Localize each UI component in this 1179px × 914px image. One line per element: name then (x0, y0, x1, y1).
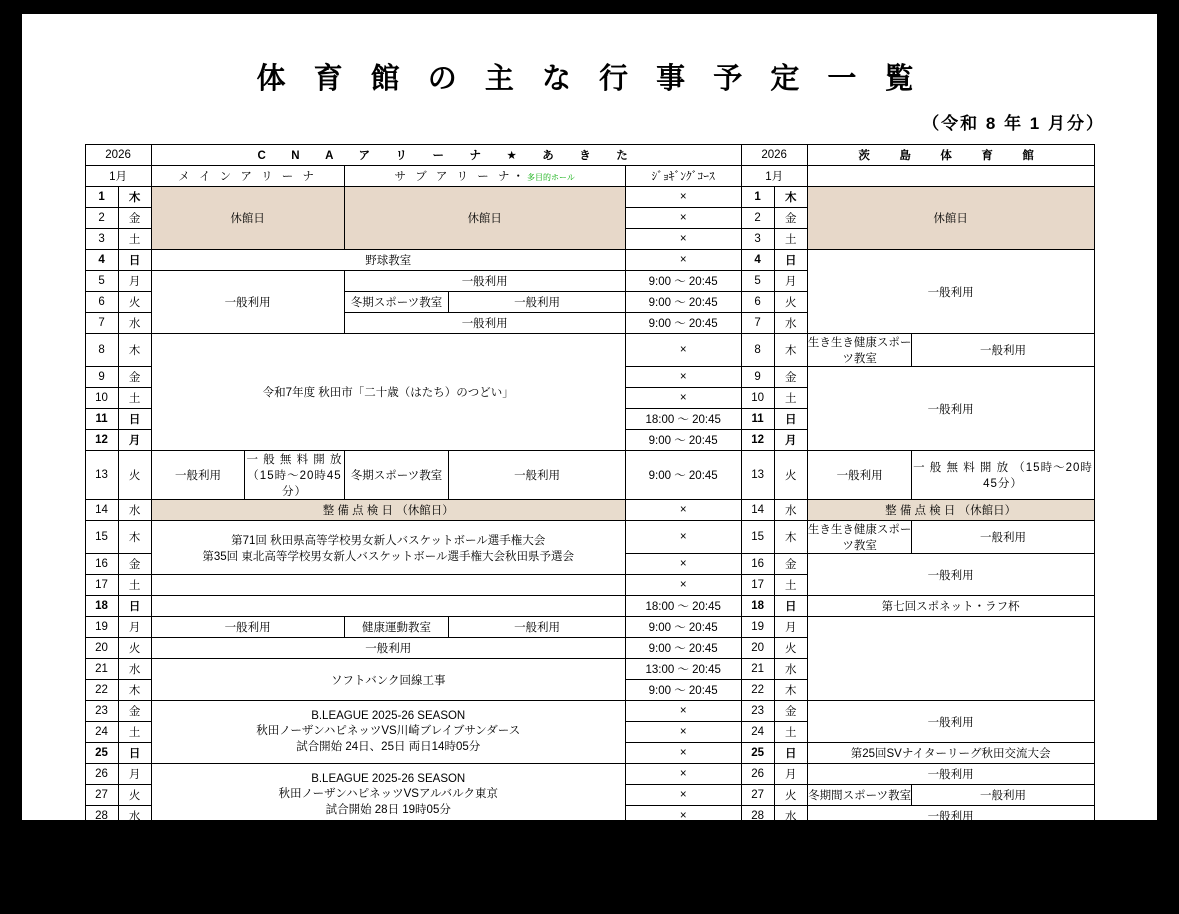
jogging-time: × (625, 187, 741, 208)
day-weekday-right: 金 (774, 701, 807, 722)
day-number-right: 11 (741, 409, 774, 430)
day-weekday-right: 木 (774, 680, 807, 701)
day-number: 8 (85, 334, 118, 367)
cna-event (151, 596, 625, 617)
day-weekday-right: 日 (774, 250, 807, 271)
day-weekday-right: 水 (774, 313, 807, 334)
ibashima-event-free-open: 一 般 無 料 開 放 （15時～20時45分） (912, 451, 1094, 500)
jogging-time: 9:00 ～ 20:45 (625, 430, 741, 451)
table-row (85, 334, 1094, 367)
day-weekday: 木 (118, 680, 151, 701)
cna-event-line2: 秋田ノーザンハピネッツVS川崎ブレイブサンダース (256, 725, 521, 737)
day-weekday: 水 (118, 313, 151, 334)
day-weekday-right: 火 (774, 451, 807, 500)
day-number: 25 (85, 743, 118, 764)
day-weekday: 水 (118, 659, 151, 680)
cna-event-line3: 試合開始 31日 14時05分 (325, 879, 451, 891)
day-weekday-right: 火 (774, 785, 807, 806)
day-weekday: 木 (118, 334, 151, 367)
cna-event-a: 一般利用 (151, 451, 245, 500)
cna-event-line2: 秋田ノーザンハピネッツVS大阪エヴェッサ (277, 863, 499, 875)
cna-event (151, 764, 625, 827)
cna-sub-event-a: 冬期スポーツ教室 (344, 451, 449, 500)
day-weekday: 金 (118, 860, 151, 881)
jogging-time: 9:00 ～ 20:45 (625, 617, 741, 638)
day-number-right: 22 (741, 680, 774, 701)
header-right-month: 1月 (741, 166, 807, 187)
table-row (85, 250, 1094, 271)
page-subtitle: （令和 8 年 1 月分） (922, 114, 1105, 133)
cna-sub-event-b: 一般利用 (449, 292, 625, 313)
day-number-right: 19 (741, 617, 774, 638)
day-number: 22 (85, 680, 118, 701)
cna-event-free-open: 一 般 無 料 開 放 （15時～20時45分） (245, 451, 344, 500)
day-weekday-right: 金 (774, 208, 807, 229)
day-weekday-right: 水 (774, 806, 807, 827)
cna-event: 整 備 点 検 日 （休館日） (151, 500, 625, 521)
jogging-time: × (625, 575, 741, 596)
day-weekday: 火 (118, 785, 151, 806)
ibashima-event: 休館日 (807, 187, 1094, 250)
day-weekday: 木 (118, 827, 151, 860)
day-weekday: 日 (118, 743, 151, 764)
day-number-right: 30 (741, 860, 774, 881)
table-row (85, 500, 1094, 521)
day-number: 17 (85, 575, 118, 596)
jogging-time: × (625, 250, 741, 271)
ibashima-event-b: 一般利用 (912, 521, 1094, 554)
cna-event: 一般利用 (151, 638, 625, 659)
jogging-time: × (625, 500, 741, 521)
day-number-right: 24 (741, 722, 774, 743)
day-weekday: 日 (118, 250, 151, 271)
day-weekday-right: 水 (774, 659, 807, 680)
day-number: 29 (85, 827, 118, 860)
jogging-time: 9:00 ～ 20:45 (625, 680, 741, 701)
day-number-right: 28 (741, 806, 774, 827)
day-weekday-right: 木 (774, 187, 807, 208)
day-weekday: 月 (118, 617, 151, 638)
ibashima-event-b: 一般利用 (912, 785, 1094, 806)
ibashima-event-b: 一般利用 (912, 827, 1094, 860)
day-number: 19 (85, 617, 118, 638)
day-number: 5 (85, 271, 118, 292)
day-number: 24 (85, 722, 118, 743)
day-weekday-right: 日 (774, 596, 807, 617)
day-weekday: 金 (118, 554, 151, 575)
day-weekday-right: 土 (774, 881, 807, 914)
cna-sub-event-a: 健康運動教室 (344, 617, 449, 638)
day-number-right: 10 (741, 388, 774, 409)
day-number-right: 4 (741, 250, 774, 271)
ibashima-event (807, 617, 1094, 701)
day-weekday-right: 月 (774, 271, 807, 292)
cna-event-line2: 第35回 東北高等学校男女新人バスケットボール選手権大会秋田県予選会 (202, 550, 575, 563)
jogging-time: 18:00 ～ 20:45 (625, 596, 741, 617)
ibashima-event-a: 生き生き健康スポーツ教室 (807, 521, 912, 554)
day-weekday-right: 日 (774, 743, 807, 764)
day-weekday-right: 土 (774, 388, 807, 409)
day-weekday: 火 (118, 292, 151, 313)
jogging-time: × (625, 722, 741, 743)
ibashima-event: 一般利用 (807, 367, 1094, 451)
jogging-time: × (625, 367, 741, 388)
day-number-right: 21 (741, 659, 774, 680)
day-weekday: 月 (118, 430, 151, 451)
header-sub-arena-sublabel: 多目的ホール (527, 173, 575, 182)
day-weekday: 金 (118, 208, 151, 229)
cna-event-line1: B.LEAGUE 2025-26 SEASON (311, 773, 466, 785)
day-weekday: 火 (118, 451, 151, 500)
day-number-right: 3 (741, 229, 774, 250)
ibashima-event: 第七回スポネット・ラフ杯 (807, 596, 1094, 617)
table-row (85, 596, 1094, 617)
day-number-right: 16 (741, 554, 774, 575)
cna-event: 一般利用 (151, 617, 344, 638)
day-number: 20 (85, 638, 118, 659)
ibashima-event-a: 一般利用 (807, 451, 912, 500)
ibashima-event-a: 生き生き健康スポーツ教室 (807, 827, 912, 860)
ibashima-event: 一般利用 (807, 806, 1094, 827)
day-number: 23 (85, 701, 118, 722)
day-number-right: 14 (741, 500, 774, 521)
jogging-time: × (625, 208, 741, 229)
day-number: 21 (85, 659, 118, 680)
header-main-arena: メ イ ン ア リ ー ナ (151, 166, 344, 187)
cna-event (151, 521, 625, 575)
day-number-right: 26 (741, 764, 774, 785)
day-number: 27 (85, 785, 118, 806)
jogging-time: 13:00 ～ 20:45 (625, 659, 741, 680)
day-number: 1 (85, 187, 118, 208)
day-number: 2 (85, 208, 118, 229)
table-row (85, 827, 1094, 860)
ibashima-event: 一般利用 (807, 764, 1094, 785)
jogging-time: 9:00 ～ 20:45 (625, 451, 741, 500)
day-weekday: 土 (118, 575, 151, 596)
jogging-time: × (625, 229, 741, 250)
day-number: 26 (85, 764, 118, 785)
cna-sub-event: 一般利用 (344, 271, 625, 292)
header-right-blank (807, 166, 1094, 187)
jogging-time: × (625, 701, 741, 722)
day-number: 28 (85, 806, 118, 827)
table-row (85, 617, 1094, 638)
day-number: 10 (85, 388, 118, 409)
day-number-right: 17 (741, 575, 774, 596)
day-weekday-right: 土 (774, 722, 807, 743)
day-number-right: 25 (741, 743, 774, 764)
cna-event-line2: 秋田ノーザンハピネッツVSアルバルク東京 (278, 788, 498, 800)
day-weekday: 月 (118, 764, 151, 785)
day-weekday: 木 (118, 521, 151, 554)
day-number-right: 29 (741, 827, 774, 860)
day-weekday: 土 (118, 881, 151, 914)
day-number-right: 20 (741, 638, 774, 659)
jogging-time: 9:00 ～ 20:45 (625, 292, 741, 313)
day-weekday-right: 金 (774, 860, 807, 881)
day-number: 6 (85, 292, 118, 313)
table-row (85, 451, 1094, 500)
day-weekday: 土 (118, 229, 151, 250)
day-number-right: 5 (741, 271, 774, 292)
cna-event-line3: 試合開始 24日、25日 両日14時05分 (296, 741, 481, 753)
day-number-right: 12 (741, 430, 774, 451)
cna-sub-event-b: 一般利用 (449, 451, 625, 500)
jogging-time: 9:00 ～ 20:45 (625, 313, 741, 334)
jogging-time: 9:00 ～ 20:45 (625, 638, 741, 659)
cna-event: 令和7年度 秋田市「二十歳（はたち）のつどい」 (151, 334, 625, 451)
table-subheader-row (85, 166, 1094, 187)
jogging-time: 9:00 ～ 20:45 (625, 271, 741, 292)
jogging-time: 18:00 ～ 20:45 (625, 409, 741, 430)
day-number: 31 (85, 881, 118, 914)
day-number-right: 8 (741, 334, 774, 367)
jogging-time: × (625, 827, 741, 860)
cna-sub-event: 一般利用 (344, 313, 625, 334)
jogging-time: × (625, 785, 741, 806)
header-sub-arena (344, 166, 625, 187)
day-number: 14 (85, 500, 118, 521)
day-number: 4 (85, 250, 118, 271)
cna-event-line1: B.LEAGUE 2025-26 SEASON (311, 710, 466, 722)
ibashima-event-a: 冬期間スポーツ教室 (807, 785, 912, 806)
day-weekday-right: 金 (774, 554, 807, 575)
day-number: 7 (85, 313, 118, 334)
header-right-year: 2026 (741, 145, 807, 166)
day-number-right: 23 (741, 701, 774, 722)
jogging-time: × (625, 881, 741, 914)
day-number-right: 13 (741, 451, 774, 500)
table-row (85, 764, 1094, 785)
ibashima-event: 一般利用 (807, 554, 1094, 596)
day-weekday-right: 土 (774, 575, 807, 596)
ibashima-event: 一般利用 (807, 860, 1094, 881)
cna-event: ソフトバンク回線工事 (151, 659, 625, 701)
day-weekday-right: 金 (774, 367, 807, 388)
day-weekday: 土 (118, 388, 151, 409)
jogging-time: × (625, 806, 741, 827)
day-number: 16 (85, 554, 118, 575)
header-jogging-course: ｼﾞｮｷﾞﾝｸﾞｺｰｽ (625, 166, 741, 187)
day-number: 11 (85, 409, 118, 430)
day-number-right: 31 (741, 881, 774, 914)
cna-sub-event: 休館日 (344, 187, 625, 250)
cna-event (151, 575, 625, 596)
day-weekday-right: 月 (774, 430, 807, 451)
jogging-time: × (625, 554, 741, 575)
day-number-right: 27 (741, 785, 774, 806)
cna-event-line1: 第71回 秋田県高等学校男女新人バスケットボール選手権大会 (231, 534, 546, 547)
document-page (22, 14, 1157, 912)
day-weekday: 月 (118, 271, 151, 292)
day-weekday-right: 日 (774, 409, 807, 430)
day-number-right: 1 (741, 187, 774, 208)
ibashima-event-b: 一般利用 (912, 334, 1094, 367)
day-weekday-right: 月 (774, 617, 807, 638)
schedule-table (85, 144, 1095, 914)
day-weekday-right: 水 (774, 500, 807, 521)
page-title: 体 育 館 の 主 な 行 事 予 定 一 覧 (256, 61, 923, 95)
day-weekday: 日 (118, 409, 151, 430)
day-number: 12 (85, 430, 118, 451)
table-header-row (85, 145, 1094, 166)
table-row (85, 187, 1094, 208)
day-weekday-right: 火 (774, 292, 807, 313)
cna-sub-event-a: 冬期スポーツ教室 (344, 292, 449, 313)
header-left-month: 1月 (85, 166, 151, 187)
day-number-right: 15 (741, 521, 774, 554)
day-number: 9 (85, 367, 118, 388)
cna-event-line1: B.LEAGUE 2025-26 SEASON (311, 848, 466, 860)
jogging-time: × (625, 334, 741, 367)
header-sub-arena-label: サ ブ ア リ ー ナ・ (394, 171, 528, 183)
day-number: 3 (85, 229, 118, 250)
table-row (85, 521, 1094, 554)
day-weekday: 日 (118, 596, 151, 617)
jogging-time: × (625, 743, 741, 764)
day-number-right: 9 (741, 367, 774, 388)
day-weekday: 土 (118, 722, 151, 743)
day-number: 13 (85, 451, 118, 500)
header-left-year: 2026 (85, 145, 151, 166)
cna-event: 一般利用 (151, 271, 344, 334)
day-number-right: 7 (741, 313, 774, 334)
cna-event-line3: 試合開始 28日 19時05分 (325, 804, 451, 816)
day-number: 18 (85, 596, 118, 617)
jogging-time: × (625, 521, 741, 554)
day-number: 30 (85, 860, 118, 881)
ibashima-event: 第25回SVナイターリーグ秋田交流大会 (807, 743, 1094, 764)
day-weekday-right: 木 (774, 827, 807, 860)
ibashima-event-a: 生き生き健康スポーツ教室 (807, 334, 912, 367)
day-number-right: 6 (741, 292, 774, 313)
day-weekday-right: 木 (774, 334, 807, 367)
cna-event: 休館日 (151, 187, 344, 250)
cna-event (151, 827, 625, 914)
day-weekday: 水 (118, 500, 151, 521)
day-weekday: 木 (118, 187, 151, 208)
header-right-venue: 茨 島 体 育 館 (807, 145, 1094, 166)
ibashima-event: 整 備 点 検 日 （休館日） (807, 500, 1094, 521)
jogging-time: × (625, 860, 741, 881)
table-row (85, 701, 1094, 722)
day-number-right: 18 (741, 596, 774, 617)
cna-event: 野球教室 (151, 250, 625, 271)
day-weekday: 火 (118, 638, 151, 659)
day-weekday-right: 火 (774, 638, 807, 659)
ibashima-event: 第2回 モアフロンティアカップ全東北秋田大会 大会準備 (807, 881, 1094, 914)
day-weekday-right: 土 (774, 229, 807, 250)
jogging-time: × (625, 764, 741, 785)
header-left-venue: C N A ア リ ー ナ ★ あ き た (151, 145, 741, 166)
day-number: 15 (85, 521, 118, 554)
day-number-right: 2 (741, 208, 774, 229)
jogging-time: × (625, 388, 741, 409)
ibashima-event: 一般利用 (807, 250, 1094, 334)
day-weekday-right: 月 (774, 764, 807, 785)
ibashima-event: 一般利用 (807, 701, 1094, 743)
day-weekday: 金 (118, 367, 151, 388)
cna-event (151, 701, 625, 764)
day-weekday-right: 木 (774, 521, 807, 554)
day-weekday: 水 (118, 806, 151, 827)
cna-sub-event-b: 一般利用 (449, 617, 625, 638)
day-weekday: 金 (118, 701, 151, 722)
